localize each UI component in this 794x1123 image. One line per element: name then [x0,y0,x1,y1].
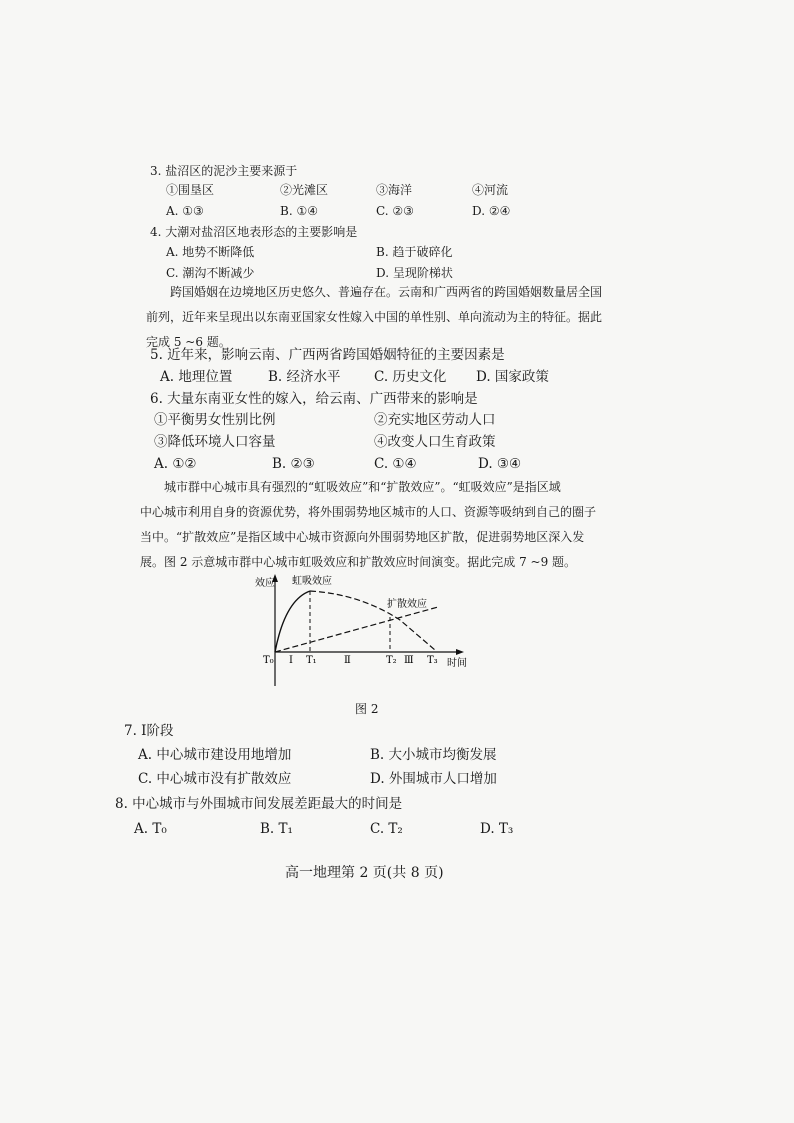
q4-option-a: A. 地势不断降低 [166,245,255,259]
q6-stem: 6. 大量东南亚女性的嫁入，给云南、广西带来的影响是 [150,391,478,407]
passage-cross-border-marriage [146,280,608,355]
q7-option-c: C. 中心城市没有扩散效应 [138,771,292,787]
q4-option-b: B. 趋于破碎化 [376,245,453,259]
q6-option-d: D. ③④ [478,456,522,472]
q5-option-d: D. 国家政策 [476,369,549,385]
q3-option-b: B. ①④ [280,204,318,218]
tick-t3: T₃ [427,655,438,666]
q3-option-a: A. ①③ [166,204,204,218]
q3-stem: 3. 盐沼区的泥沙主要来源于 [150,164,298,178]
figure-2-caption: 图 2 [355,702,379,716]
q6-option-a: A. ①② [154,456,197,472]
q5-stem: 5. 近年来，影响云南、广西两省跨国婚姻特征的主要因素是 [150,347,505,363]
q6-item-3: ③降低环境人口容量 [154,434,276,450]
passage1-line: 前列，近年来呈现出以东南亚国家女性嫁入中国的单性别、单向流动为主的特征。据此 [146,310,603,324]
x-axis-label: 时间 [447,658,467,669]
q3-item-2: ②光滩区 [280,183,329,197]
y-axis-label: 效应 [255,578,275,589]
tick-t0: T₀ [263,655,274,666]
q6-item-1: ①平衡男女性别比例 [154,412,276,428]
q8-option-b: B. T₁ [260,821,293,837]
q8-option-a: A. T₀ [134,821,167,837]
stage-1: Ⅰ [289,655,293,666]
q5-option-b: B. 经济水平 [268,369,341,385]
q8-option-d: D. T₃ [480,821,514,837]
passage2-line: 城市群中心城市具有强烈的“虹吸效应”和“扩散效应”。“虹吸效应”是指区域 [164,480,561,494]
q3-item-1: ①围垦区 [166,183,215,197]
passage2-line: 当中。“扩散效应”是指区域中心城市资源向外围弱势地区扩散，促进弱势地区深入发 [140,530,585,544]
passage1-line: 完成 5 ~6 题。 [146,335,231,349]
diffusion-line [275,607,438,652]
passage2-line: 展。图 2 示意城市群中心城市虹吸效应和扩散效应时间演变。据此完成 7 ~9 题。 [140,555,577,569]
q6-option-b: B. ②③ [272,456,315,472]
q6-option-c: C. ①④ [374,456,417,472]
q7-option-b: B. 大小城市均衡发展 [370,747,497,763]
q4-option-c: C. 潮沟不断减少 [166,266,255,280]
tick-t2: T₂ [386,655,397,666]
q3-option-c: C. ②③ [376,204,414,218]
q7-option-a: A. 中心城市建设用地增加 [138,747,292,763]
figure-2-effects-chart [250,570,480,695]
q3-item-3: ③海洋 [376,183,413,197]
q5-option-c: C. 历史文化 [374,369,447,385]
q6-item-2: ②充实地区劳动人口 [374,412,496,428]
passage2-line: 中心城市利用自身的资源优势，将外围弱势地区城市的人口、资源等吸纳到自己的圈子 [140,505,597,519]
stage-3: Ⅲ [404,655,414,666]
q7-stem: 7. Ⅰ阶段 [124,723,174,739]
passage-urban-effects [140,475,610,575]
diffusion-label: 扩散效应 [387,599,427,610]
q7-option-d: D. 外围城市人口增加 [370,771,497,787]
q4-option-d: D. 呈现阶梯状 [376,266,453,280]
q5-option-a: A. 地理位置 [160,369,233,385]
q8-option-c: C. T₂ [370,821,403,837]
q4-stem: 4. 大潮对盐沼区地表形态的主要影响是 [150,225,358,239]
siphon-label: 虹吸效应 [292,576,332,587]
q3-item-4: ④河流 [472,183,509,197]
tick-t1: T₁ [306,655,317,666]
page-footer: 高一地理第 2 页(共 8 页) [285,865,444,881]
passage1-line: 跨国婚姻在边境地区历史悠久、普遍存在。云南和广西两省的跨国婚姻数量居全国 [170,285,603,299]
q6-item-4: ④改变人口生育政策 [374,434,496,450]
q3-option-d: D. ②④ [472,204,511,218]
q8-stem: 8. 中心城市与外围城市间发展差距最大的时间是 [115,796,403,812]
stage-2: Ⅱ [344,655,351,666]
x-axis-arrow [456,649,464,655]
siphon-curve-rise [275,591,310,652]
